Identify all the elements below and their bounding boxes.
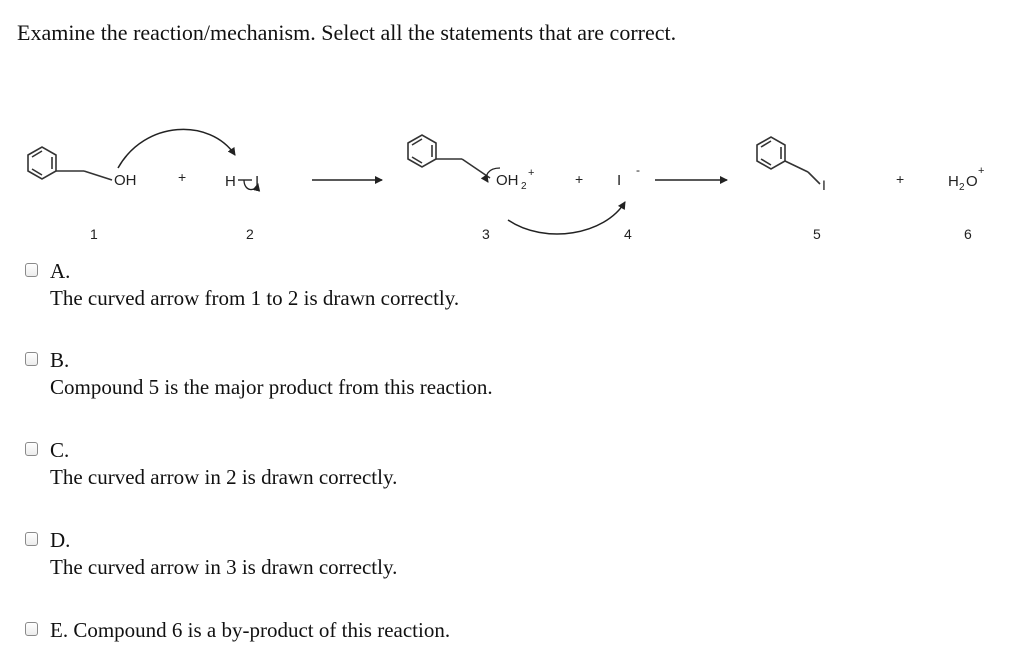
iodide-label: I <box>617 172 622 189</box>
compound-6-h-label: H <box>948 173 959 190</box>
option-d-letter: D. <box>50 528 71 552</box>
curved-arrow-1-to-2 <box>118 129 235 168</box>
option-d-checkbox[interactable] <box>25 532 38 546</box>
compound-1-structure <box>28 147 112 180</box>
compound-number-2: 2 <box>246 226 254 242</box>
compound-5-i-label: I <box>822 177 826 193</box>
plus-sign-3: + <box>896 171 905 187</box>
option-b-checkbox[interactable] <box>25 352 38 366</box>
plus-sign-2: + <box>575 171 584 187</box>
compound-5-structure <box>757 137 820 184</box>
option-e-checkbox[interactable] <box>25 622 38 636</box>
compound-3-structure <box>408 135 490 178</box>
compound-number-5: 5 <box>813 226 821 242</box>
compound-6-charge: + <box>978 165 985 177</box>
compound-number-1: 1 <box>90 226 98 242</box>
option-c-letter: C. <box>50 438 70 462</box>
option-c-text: The curved arrow in 2 is drawn correctly. <box>50 465 398 489</box>
compound-6-o-label: O <box>966 173 978 190</box>
compound-2-h-label: H <box>225 173 236 190</box>
option-e-text: E. Compound 6 is a by-product of this reaction. <box>50 618 451 642</box>
option-b-letter: B. <box>50 348 70 372</box>
compound-number-6: 6 <box>964 226 972 242</box>
compound-3-subscript: 2 <box>521 181 527 192</box>
option-c-checkbox[interactable] <box>25 442 38 456</box>
compound-6-subscript: 2 <box>959 182 965 193</box>
compound-1-oh-label: OH <box>114 172 137 189</box>
option-a-text: The curved arrow from 1 to 2 is drawn correctly. <box>50 286 460 310</box>
option-a-letter: A. <box>50 259 71 283</box>
compound-2-i-label: I <box>255 173 260 190</box>
iodide-charge: - <box>636 163 640 177</box>
compound-3-oh-label: OH <box>496 172 519 189</box>
curved-arrow-3-to-4 <box>508 202 625 234</box>
question-text: Examine the reaction/mechanism. Select all the statements that are correct. <box>17 20 677 45</box>
compound-3-charge: + <box>528 167 535 179</box>
option-d-text: The curved arrow in 3 is drawn correctly. <box>50 555 398 579</box>
option-b-text: Compound 5 is the major product from this reaction. <box>50 375 493 399</box>
plus-sign-1: + <box>178 169 187 185</box>
compound-number-4: 4 <box>624 226 632 242</box>
compound-number-3: 3 <box>482 226 490 242</box>
option-a-checkbox[interactable] <box>25 263 38 277</box>
reaction-scheme <box>0 110 1024 250</box>
